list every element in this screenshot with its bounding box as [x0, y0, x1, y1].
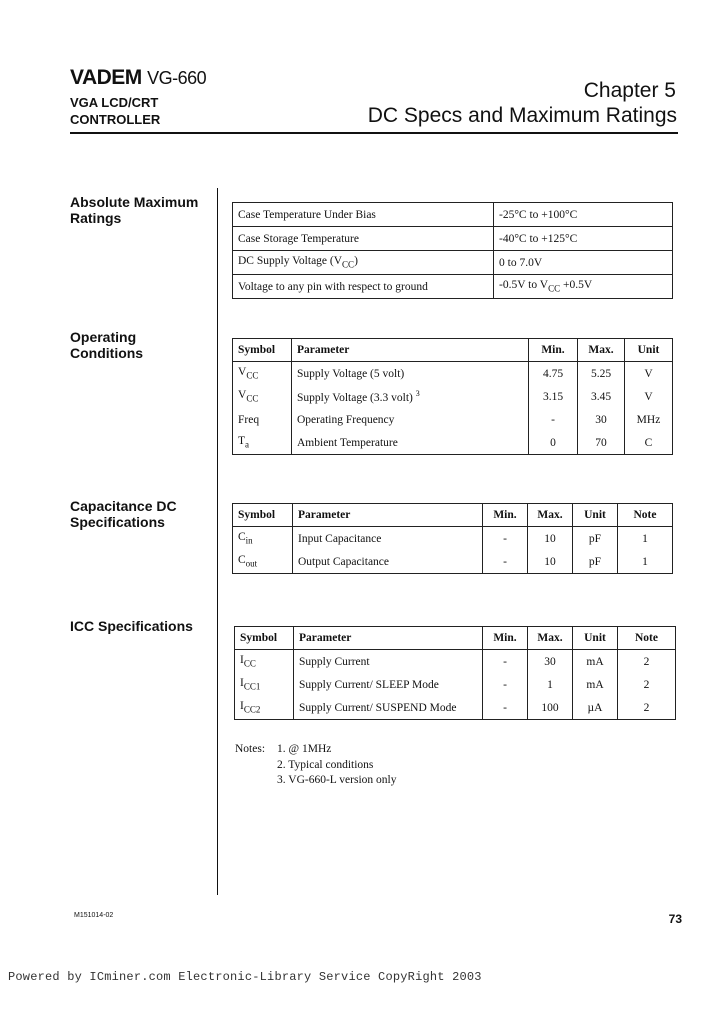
table-cell: Supply Voltage (5 volt) [292, 362, 529, 386]
section-heading-line: Operating [70, 329, 137, 345]
table-cell: 1 [528, 673, 573, 696]
cell-subscript: CC [548, 283, 561, 294]
symbol: T [238, 435, 246, 448]
table-row [235, 696, 676, 720]
symbol-subscript: CC1 [243, 681, 261, 692]
cell-text: Supply Voltage (3.3 volt) [297, 391, 413, 404]
table-cell: Output Capacitance [293, 550, 483, 574]
table-header-row [233, 339, 673, 362]
table-cell [235, 673, 294, 696]
table-cell: 0 [529, 431, 578, 455]
header-cell: Symbol [235, 627, 294, 650]
section-heading-icc [70, 618, 193, 634]
section-heading-capacitance [70, 498, 177, 530]
note-item: 1. @ 1MHz [277, 743, 332, 755]
product-subtitle-line1: VGA LCD/CRT [70, 95, 159, 110]
table-cell [235, 696, 294, 720]
section-heading-abs-max [70, 194, 198, 226]
operating-table [232, 338, 673, 455]
table-cell: Freq [233, 408, 292, 431]
table-row [233, 251, 673, 275]
header-cell: Parameter [293, 504, 483, 527]
table-cell: 0 to 7.0V [494, 251, 673, 275]
table-cell: -40°C to +125°C [494, 227, 673, 251]
capacitance-table [232, 503, 673, 574]
table-cell: 1 [618, 550, 673, 574]
symbol: C [238, 531, 246, 544]
table-cell: pF [573, 550, 618, 574]
symbol-subscript: in [245, 535, 253, 546]
table-cell: - [483, 696, 528, 720]
table-cell: pF [573, 527, 618, 551]
header-cell: Min. [483, 627, 528, 650]
model-name: VG-660 [147, 68, 207, 88]
table-cell: 4.75 [529, 362, 578, 386]
table-cell: - [483, 673, 528, 696]
section-heading-line: Conditions [70, 345, 144, 361]
table-cell: MHz [625, 408, 673, 431]
symbol: I [240, 654, 244, 667]
table-row [233, 362, 673, 386]
header-cell: Note [618, 504, 673, 527]
header-cell: Unit [573, 627, 618, 650]
icc-table [234, 626, 676, 720]
table-cell: µA [573, 696, 618, 720]
table-cell: V [625, 385, 673, 408]
chapter-title: DC Specs and Maximum Ratings [367, 104, 677, 127]
symbol: I [240, 677, 244, 690]
table-row [235, 650, 676, 674]
cell-text: DC Supply Voltage (V [238, 255, 343, 268]
table-cell: Ambient Temperature [292, 431, 529, 455]
symbol-subscript: CC2 [243, 704, 261, 715]
notes-row [235, 742, 396, 758]
table-cell: 30 [578, 408, 625, 431]
header-cell: Unit [625, 339, 673, 362]
table-cell: Case Temperature Under Bias [233, 203, 494, 227]
table-row [233, 431, 673, 455]
section-heading-line: ICC Specifications [70, 618, 193, 634]
table-row [233, 408, 673, 431]
brand-title [70, 66, 206, 90]
table-cell: 2 [618, 696, 676, 720]
page-number: 73 [668, 912, 682, 926]
symbol: C [238, 554, 246, 567]
cell-text: ) [354, 255, 358, 268]
section-heading-line: Absolute Maximum [70, 194, 199, 210]
table-cell: - [483, 550, 528, 574]
table-row [233, 550, 673, 574]
table-cell [233, 362, 292, 386]
table-row [233, 227, 673, 251]
symbol: V [238, 366, 247, 379]
notes-block [235, 742, 396, 789]
table-cell: 10 [528, 550, 573, 574]
cell-subscript: CC [342, 259, 355, 270]
symbol: I [240, 700, 244, 713]
table-header-row [233, 504, 673, 527]
table-cell: mA [573, 673, 618, 696]
table-cell: Supply Current [294, 650, 483, 674]
powered-by-banner: Powered by ICminer.com Electronic-Library Service CopyRight 2003 [8, 970, 482, 984]
product-subtitle-line2: CONTROLLER [70, 112, 161, 127]
notes-label: Notes: [235, 743, 266, 755]
table-cell [494, 275, 673, 299]
section-heading-line: Ratings [70, 210, 122, 226]
header-cell: Unit [573, 504, 618, 527]
table-cell: 30 [528, 650, 573, 674]
table-cell: - [483, 527, 528, 551]
header-cell: Max. [528, 504, 573, 527]
symbol-subscript: a [245, 439, 250, 450]
cell-text: +0.5V [560, 279, 593, 292]
chapter-label: Chapter 5 [583, 79, 676, 102]
section-heading-line: Specifications [70, 514, 165, 530]
table-cell [233, 251, 494, 275]
header-cell: Max. [578, 339, 625, 362]
symbol-subscript: CC [243, 658, 256, 669]
symbol-subscript: CC [246, 370, 259, 381]
header-rule [70, 132, 678, 134]
table-cell [233, 550, 293, 574]
table-cell [235, 650, 294, 674]
symbol: V [238, 389, 247, 402]
table-cell: -25°C to +100°C [494, 203, 673, 227]
table-cell: 3.15 [529, 385, 578, 408]
header-cell: Min. [529, 339, 578, 362]
table-cell: 1 [618, 527, 673, 551]
table-row [235, 673, 676, 696]
cell-text: -0.5V to V [499, 279, 549, 292]
table-cell: Supply Current/ SLEEP Mode [294, 673, 483, 696]
table-cell: Supply Current/ SUSPEND Mode [294, 696, 483, 720]
note-item: 2. Typical conditions [277, 758, 374, 771]
table-cell: - [529, 408, 578, 431]
header-cell: Symbol [233, 504, 293, 527]
table-cell: 100 [528, 696, 573, 720]
table-cell: mA [573, 650, 618, 674]
table-cell: 5.25 [578, 362, 625, 386]
section-divider [217, 188, 218, 895]
header-cell: Symbol [233, 339, 292, 362]
table-cell: - [483, 650, 528, 674]
header-cell: Min. [483, 504, 528, 527]
section-heading-line: Capacitance DC [70, 498, 177, 514]
table-row [233, 527, 673, 551]
abs-max-table [232, 202, 673, 299]
table-cell: V [625, 362, 673, 386]
table-row [233, 203, 673, 227]
header-cell: Note [618, 627, 676, 650]
table-header-row [235, 627, 676, 650]
header-cell: Max. [528, 627, 573, 650]
table-cell: 70 [578, 431, 625, 455]
symbol-subscript: CC [246, 393, 259, 404]
symbol-subscript: out [245, 558, 258, 569]
header-cell: Parameter [292, 339, 529, 362]
table-row [233, 385, 673, 408]
document-id: M151014-02 [74, 912, 114, 919]
table-cell: 2 [618, 673, 676, 696]
table-row [233, 275, 673, 299]
section-heading-operating [70, 329, 143, 361]
table-cell: Case Storage Temperature [233, 227, 494, 251]
header-cell: Parameter [294, 627, 483, 650]
table-cell: 10 [528, 527, 573, 551]
table-cell: C [625, 431, 673, 455]
table-cell [233, 527, 293, 551]
table-cell: Operating Frequency [292, 408, 529, 431]
table-cell [292, 385, 529, 408]
table-cell [233, 385, 292, 408]
table-cell: 3.45 [578, 385, 625, 408]
table-cell [233, 431, 292, 455]
table-cell: Voltage to any pin with respect to ground [233, 275, 494, 299]
brand-name: VADEM [70, 66, 142, 89]
note-item: 3. VG-660-L version only [277, 774, 397, 786]
table-cell: 2 [618, 650, 676, 674]
table-cell: Input Capacitance [293, 527, 483, 551]
footnote-ref: 3 [415, 389, 420, 399]
